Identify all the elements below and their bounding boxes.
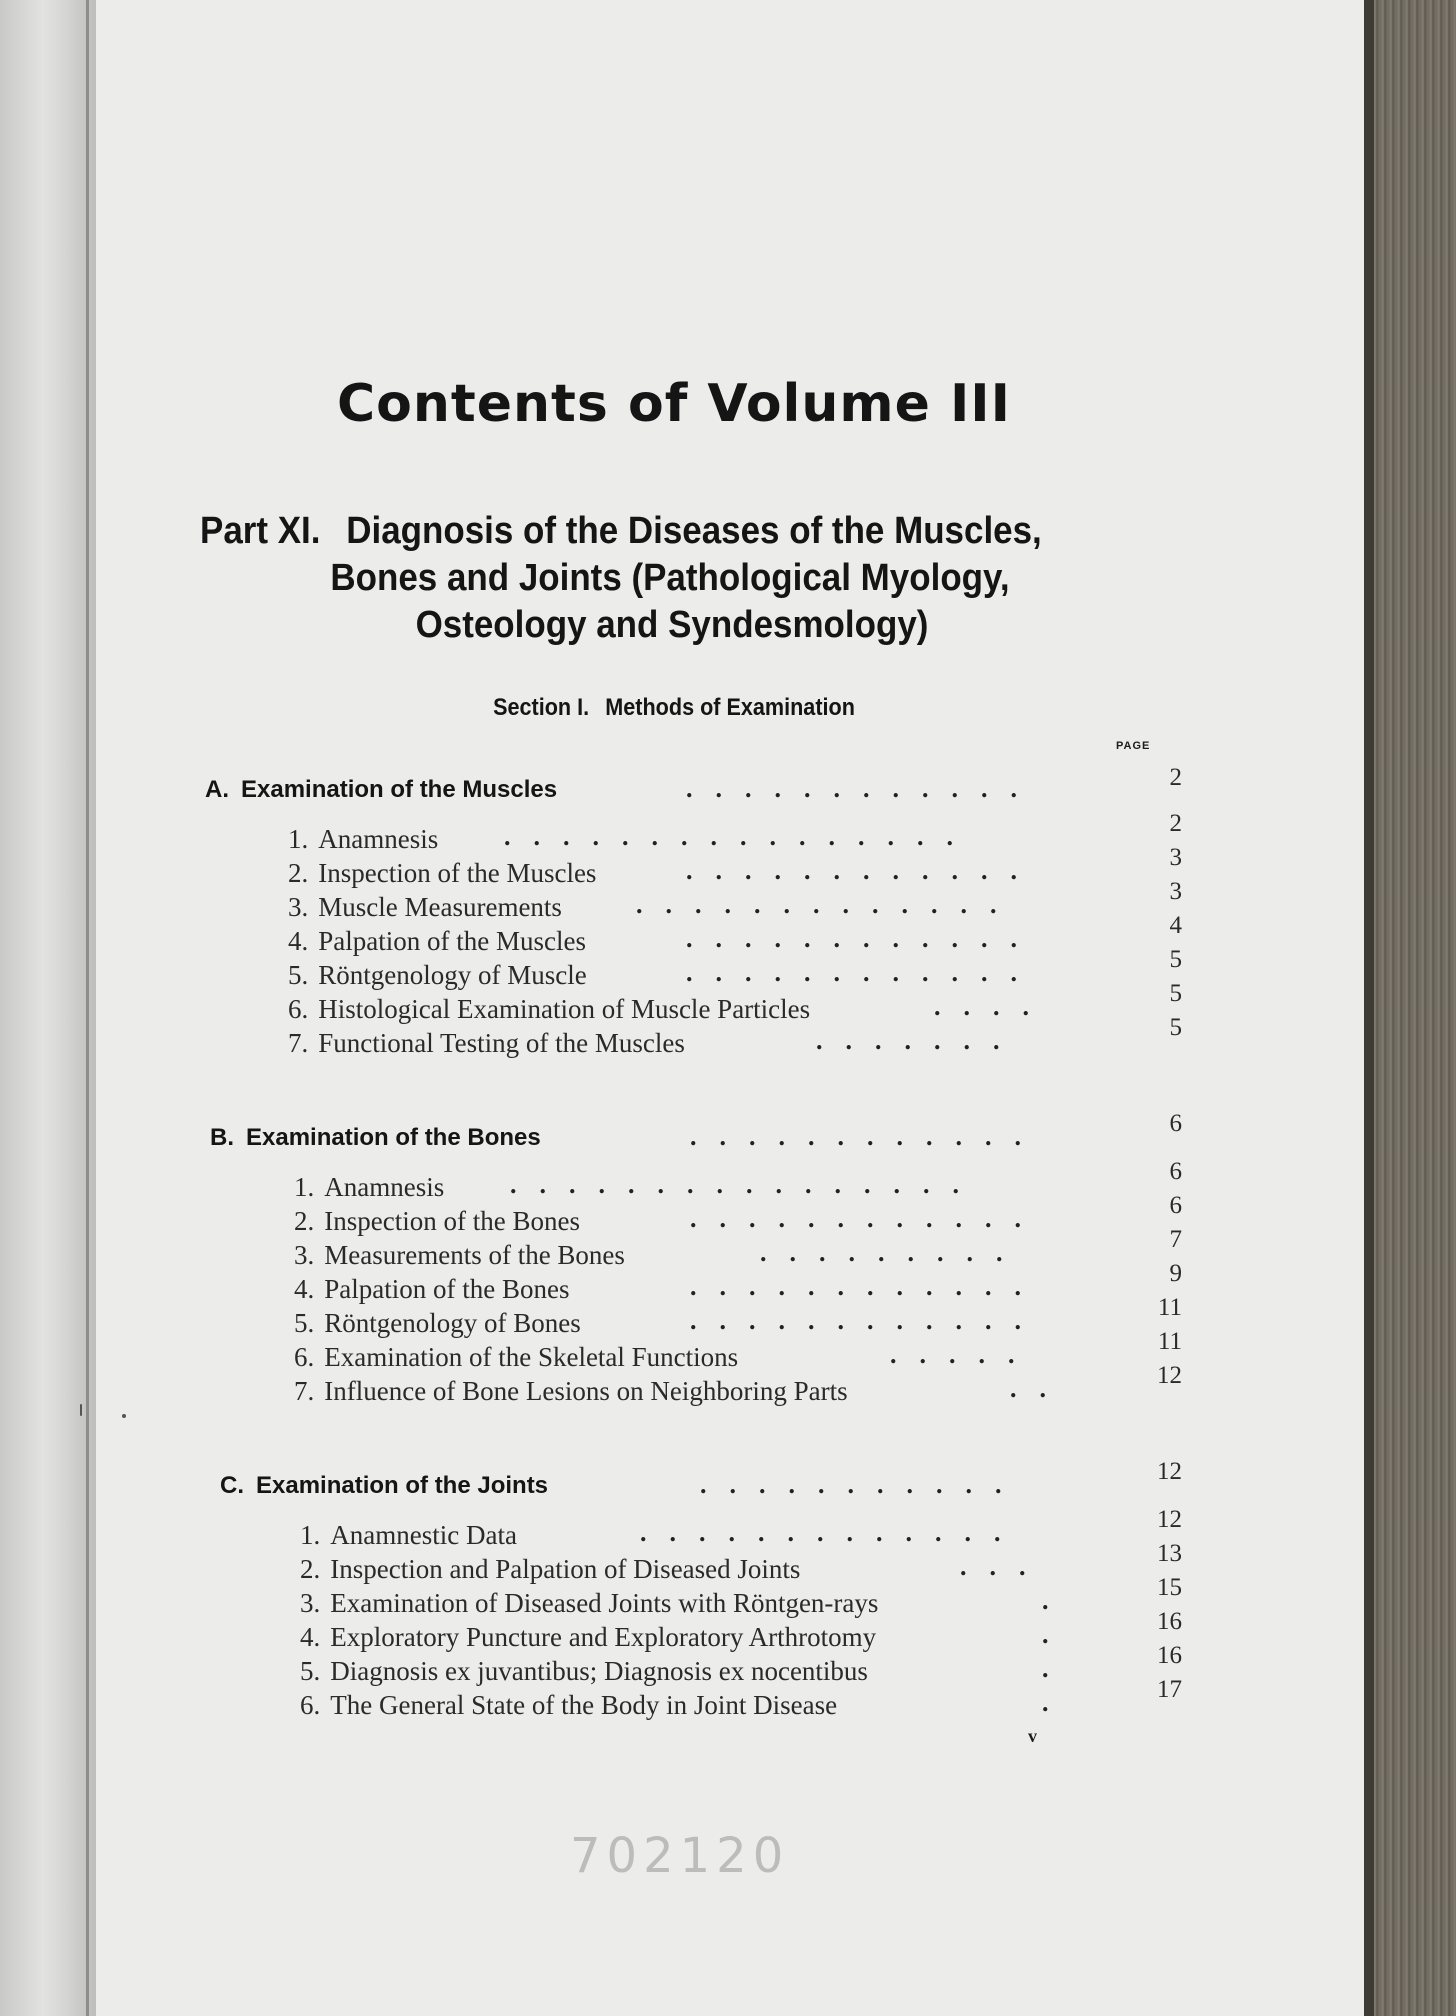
dot-leader: ............	[686, 958, 1040, 987]
entry-page: 7	[1169, 1226, 1182, 1253]
entry-number: 2.	[300, 1554, 321, 1584]
entry-page: 17	[1157, 1676, 1182, 1703]
entry-page: 12	[1157, 1506, 1182, 1533]
entry-number: 3.	[300, 1588, 321, 1618]
entry-title: Examination of Diseased Joints with Röntgen-rays	[330, 1588, 879, 1618]
entry-number: 6.	[294, 1342, 315, 1372]
entry-page: 5	[1169, 946, 1182, 973]
toc-entry	[288, 824, 438, 855]
entry-title: Anamnesis	[318, 824, 439, 854]
entry-page: 6	[1169, 1192, 1182, 1219]
entry-number: 5.	[294, 1308, 315, 1338]
toc-entry	[288, 892, 562, 923]
entry-title: Röntgenology of Bones	[324, 1308, 581, 1338]
page-column-label: PAGE	[1116, 740, 1151, 752]
dot-leader: .	[1042, 1654, 1072, 1683]
toc-entry	[288, 926, 586, 957]
part-heading	[200, 508, 1160, 649]
entry-page: 11	[1157, 1328, 1182, 1355]
section-heading	[154, 694, 1194, 722]
entry-title: Inspection of the Muscles	[318, 858, 597, 888]
entry-title: Measurements of the Bones	[324, 1240, 625, 1270]
entry-number: 1.	[294, 1172, 315, 1202]
dot-leader: .....	[890, 1340, 1038, 1369]
dot-leader: ............	[686, 924, 1040, 953]
entry-number: 4.	[300, 1622, 321, 1652]
entry-page: 6	[1169, 1158, 1182, 1185]
toc-entry	[294, 1206, 580, 1237]
entry-page: 2	[1169, 810, 1182, 837]
entry-title: Histological Examination of Muscle Particles	[318, 994, 811, 1024]
entry-number: 5.	[300, 1656, 321, 1686]
part-number: Part XI.	[200, 510, 321, 552]
entry-title: Functional Testing of the Muscles	[318, 1028, 685, 1058]
group-heading-joints	[220, 1472, 548, 1500]
section-title: Methods of Examination	[605, 694, 855, 721]
entry-page: 13	[1157, 1540, 1182, 1567]
dot-leader: ................	[504, 822, 976, 851]
dot-leader: ............	[686, 856, 1040, 885]
previous-page-edge	[0, 0, 96, 2016]
toc-entry	[300, 1690, 837, 1721]
dot-leader: .............	[636, 890, 1020, 919]
volume-title: Contents of Volume III	[337, 374, 1011, 434]
toc-entry	[294, 1240, 625, 1271]
entry-page: 4	[1169, 912, 1182, 939]
entry-number: 4.	[294, 1274, 315, 1304]
part-title-line3: Osteology and Syndesmology)	[415, 604, 929, 646]
entry-title: Exploratory Puncture and Exploratory Arthrotomy	[330, 1622, 877, 1652]
margin-speck	[80, 1404, 82, 1416]
toc-entry	[294, 1342, 738, 1373]
group-heading-bones	[210, 1124, 541, 1152]
book-page-edges	[1364, 0, 1456, 2016]
dot-leader: .	[1042, 1586, 1072, 1615]
entry-title: Diagnosis ex juvantibus; Diagnosis ex nocentibus	[330, 1656, 868, 1686]
entry-number: 4.	[288, 926, 309, 956]
toc-entry	[288, 994, 810, 1025]
toc-entry	[288, 1028, 685, 1059]
toc-entry	[294, 1172, 444, 1203]
dot-leader: ............	[690, 1122, 1044, 1151]
margin-speck	[122, 1414, 126, 1418]
entry-title: Palpation of the Bones	[324, 1274, 570, 1304]
part-title-line2: Bones and Joints (Pathological Myology,	[330, 557, 1010, 599]
entry-page: 16	[1157, 1642, 1182, 1669]
toc-entry	[300, 1520, 517, 1551]
dot-leader: .	[1042, 1620, 1072, 1649]
group-page: 6	[1169, 1110, 1182, 1137]
entry-page: 12	[1157, 1362, 1182, 1389]
dot-leader: .......	[816, 1026, 1023, 1055]
entry-number: 1.	[288, 824, 309, 854]
dot-leader: ..	[1010, 1374, 1069, 1403]
dot-leader: ............	[690, 1306, 1044, 1335]
entry-title: Influence of Bone Lesions on Neighboring Parts	[324, 1376, 848, 1406]
dot-leader: ............	[690, 1204, 1044, 1233]
entry-page: 5	[1169, 1014, 1182, 1041]
dot-leader: .............	[640, 1518, 1024, 1547]
dot-leader: .........	[760, 1238, 1026, 1267]
entry-number: 3.	[288, 892, 309, 922]
group-heading-muscles	[205, 776, 557, 804]
entry-title: The General State of the Body in Joint Disease	[330, 1690, 838, 1720]
entry-number: 3.	[294, 1240, 315, 1270]
group-title: Examination of the Muscles	[241, 776, 558, 803]
part-heading-line1	[200, 508, 1083, 555]
entry-page: 5	[1169, 980, 1182, 1007]
toc-entry	[294, 1308, 581, 1339]
entry-number: 6.	[300, 1690, 321, 1720]
entry-number: 2.	[288, 858, 309, 888]
toc-entry	[300, 1554, 800, 1585]
group-page: 2	[1169, 764, 1182, 791]
toc-entry	[288, 960, 587, 991]
entry-page: 3	[1169, 844, 1182, 871]
entry-number: 7.	[294, 1376, 315, 1406]
group-letter: C.	[220, 1472, 244, 1499]
entry-title: Anamnestic Data	[330, 1520, 517, 1550]
page-folio: v	[1028, 1726, 1037, 1746]
group-page: 12	[1157, 1458, 1182, 1485]
entry-page: 3	[1169, 878, 1182, 905]
part-title-line1: Diagnosis of the Diseases of the Muscles,	[346, 510, 1042, 552]
entry-title: Inspection of the Bones	[324, 1206, 580, 1236]
dot-leader: ....	[934, 992, 1052, 1021]
entry-number: 6.	[288, 994, 309, 1024]
dot-leader: .	[1042, 1688, 1072, 1717]
dot-leader: ...........	[700, 1470, 1025, 1499]
entry-number: 5.	[288, 960, 309, 990]
entry-title: Muscle Measurements	[318, 892, 562, 922]
group-letter: B.	[210, 1124, 234, 1151]
entry-title: Palpation of the Muscles	[318, 926, 586, 956]
section-number: Section I.	[493, 694, 590, 721]
entry-number: 7.	[288, 1028, 309, 1058]
group-title: Examination of the Joints	[256, 1472, 549, 1499]
group-letter: A.	[205, 776, 229, 803]
entry-page: 9	[1169, 1260, 1182, 1287]
toc-entry	[300, 1622, 876, 1653]
dot-leader: ............	[686, 774, 1040, 803]
toc-entry	[294, 1274, 569, 1305]
group-title: Examination of the Bones	[246, 1124, 541, 1151]
toc-entry	[288, 858, 596, 889]
toc-entry	[300, 1588, 878, 1619]
toc-entry	[294, 1376, 848, 1407]
entry-title: Röntgenology of Muscle	[318, 960, 587, 990]
dot-leader: ...	[960, 1552, 1049, 1581]
entry-page: 11	[1157, 1294, 1182, 1321]
entry-page: 16	[1157, 1608, 1182, 1635]
toc-entry	[300, 1656, 868, 1687]
accession-stamp: 702120	[570, 1828, 790, 1884]
entry-title: Examination of the Skeletal Functions	[324, 1342, 739, 1372]
dot-leader: ................	[510, 1170, 982, 1199]
entry-number: 2.	[294, 1206, 315, 1236]
entry-number: 1.	[300, 1520, 321, 1550]
entry-title: Inspection and Palpation of Diseased Joints	[330, 1554, 801, 1584]
entry-page: 15	[1157, 1574, 1182, 1601]
entry-title: Anamnesis	[324, 1172, 445, 1202]
dot-leader: ............	[690, 1272, 1044, 1301]
